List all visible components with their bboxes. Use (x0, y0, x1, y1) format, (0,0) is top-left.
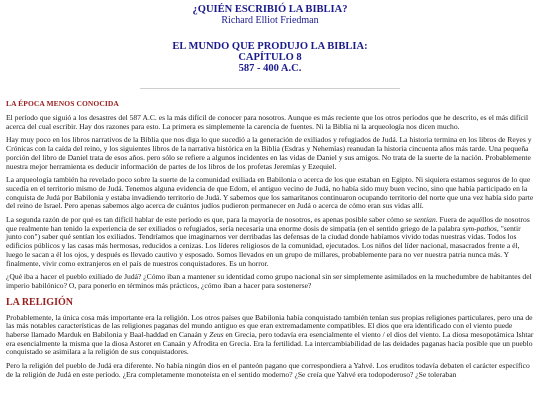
paragraph-6-emphasis: Zeus (209, 330, 224, 340)
header-divider (140, 88, 400, 89)
paragraph-6-text-b: en Grecia, pero todavía era esencialmente el viento / el dios del viento. La diosa mesopotámica Ishtar era esencialmente la misma que la diosa Astoret en Canaán y Afrodita en Grecia. Era la fertilidad. La intercambiabilidad de las deidades paganas hacía posible que un pueblo conquistado se asimilara a la religión de sus conquistadores. (6, 330, 534, 357)
section-heading-religion: LA RELIGIÓN (6, 296, 73, 308)
paragraph-5: ¿Qué iba a hacer el pueblo exiliado de Judá? ¿Cómo iban a mantener su identidad como grupo nacional sin ser simplemente asimilados en la muchedumbre de habitantes del imperio babilónico? O, para ponerlo en términos más prácticos, ¿cómo iban a hacer para sostenerse? (6, 272, 532, 290)
paragraph-4-text-c: , "sentir junto con") saber qué sentían los exiliados. Tendríamos que imaginarnos ver derribadas las defensas de la ciudad donde habíamos vivido todas nuestras vidas. Todos los edificios públicos y las casas más hermosas, reducidos a cenizas. Los líderes religiosos de la comunidad, ejecutados. Los niños del líder nacional, masacrados frente a él, luego le sacan a él los ojos, y después es llevado cautivo y esposado. Somos llevados en un grupo de millares, probablemente para no ver nuestra patria nunca más. Y finalmente, vivir como extranjeros en el país de nuestros conquistadores. Es un horror. (6, 223, 521, 268)
paragraph-3: La arqueología también ha revelado poco sobre la suerte de la comunidad exiliada en Babilonia o acerca de los que estaban en Egipto. Ni siquiera estamos seguros de lo que sucedía en el territorio mismo de Judá. Tenemos alguna evidencia de que Edom, el antiguo vecino de Judá, no había sido muy buen vecino, sino que había participado en la conquista de Judá por Babilonia y estaba invadiendo territorio de Judá. Y sabemos que los samaritanos continuaron ocupando territorio del norte que una vez había sido parte del reino de Israel. Pero apenas sabemos algo acerca de cuántos judíos pudieron permanecer en Judá o acerca de cómo eran sus vidas allí. (6, 175, 534, 211)
paragraph-4-emphasis-a: sentían (413, 215, 436, 225)
paragraph-4 (6, 216, 534, 268)
author-name: Richard Elliot Friedman (221, 15, 319, 26)
book-title: ¿QUIÉN ESCRIBIÓ LA BIBLIA? (192, 4, 348, 15)
paragraph-1: El período que siguió a los desastres del 587 A.C. es la más difícil de conocer para nosotros. Aunque es más reciente que los otros períodos que he descrito, es el más difícil acerca del cual escribir. Hay dos razones para esto. La primera es simplemente la carencia de fuentes. Ni la Biblia ni la arqueología nos dicen mucho. (6, 113, 529, 131)
paragraph-4-emphasis-b: sym-pathos (462, 223, 497, 233)
section-heading-epoch: LA ÉPOCA MENOS CONOCIDA (6, 99, 119, 108)
chapter-heading: EL MUNDO QUE PRODUJO LA BIBLIA: (172, 41, 368, 52)
paragraph-6 (6, 314, 534, 358)
chapter-number: CAPÍTULO 8 (238, 52, 302, 63)
paragraph-2: Hay muy poco en los libros narrativos de la Biblia que nos diga lo que sucedió a la generación de exiliados y refugiados de Judá. La historia termina en los libros de Reyes y Crónicas con la caída del reino, y los siguientes libros de la narrativa histórica en la Biblia (Esdras y Nehemías) reanudan la historia cincuenta años más tarde. Una pequeña porción del libro de Daniel trata de esos años. pero sólo se refiere a algunos incidentes en las vidas de Daniel y sus amigos. No trata de la suerte de la nación. Probablemente nuestra mejor herramienta es deducir información de partes de los libros de los profetas Jeremías y Ezequiel. (6, 135, 532, 171)
paragraph-4-text-a: La segunda razón de por qué es tan difícil hablar de este período es que, para la mayoría de nosotros, es apenas posible saber cómo se (6, 215, 414, 225)
date-range: 587 - 400 A.C. (238, 63, 302, 74)
paragraph-4-text-b: . Fuera de aquéllos de nosotros que realmente han tenido la experiencia de ser exiliados o refugiados, sería necesaria una enorme dosis de simpatía (en el sentido griego de la palabra (6, 215, 530, 233)
paragraph-7: Pero la religión del pueblo de Judá era diferente. No había ningún dios en el panteón pagano que correspondiera a Yahvé. Los eruditos todavía debaten el carácter específico de la religión de Judá en este período. ¿Era completamente monoteísta en el sentido moderno? ¿Se creía que Yahvé era todopoderoso? ¿Se toleraban (6, 361, 530, 379)
paragraph-6-text-a: Probablemente, la única cosa más importante era la religión. Los otros países que Babilonia había conquistado también tenían sus propias religiones particulares, pero una de las más notables características de las religiones paganas del mundo antiguo es que eran extremadamente compatibles. El dios que era identificado con el viento puede haberse llamado Marduk en Babilonia y Baal-haddad en Canaán y (6, 312, 533, 340)
